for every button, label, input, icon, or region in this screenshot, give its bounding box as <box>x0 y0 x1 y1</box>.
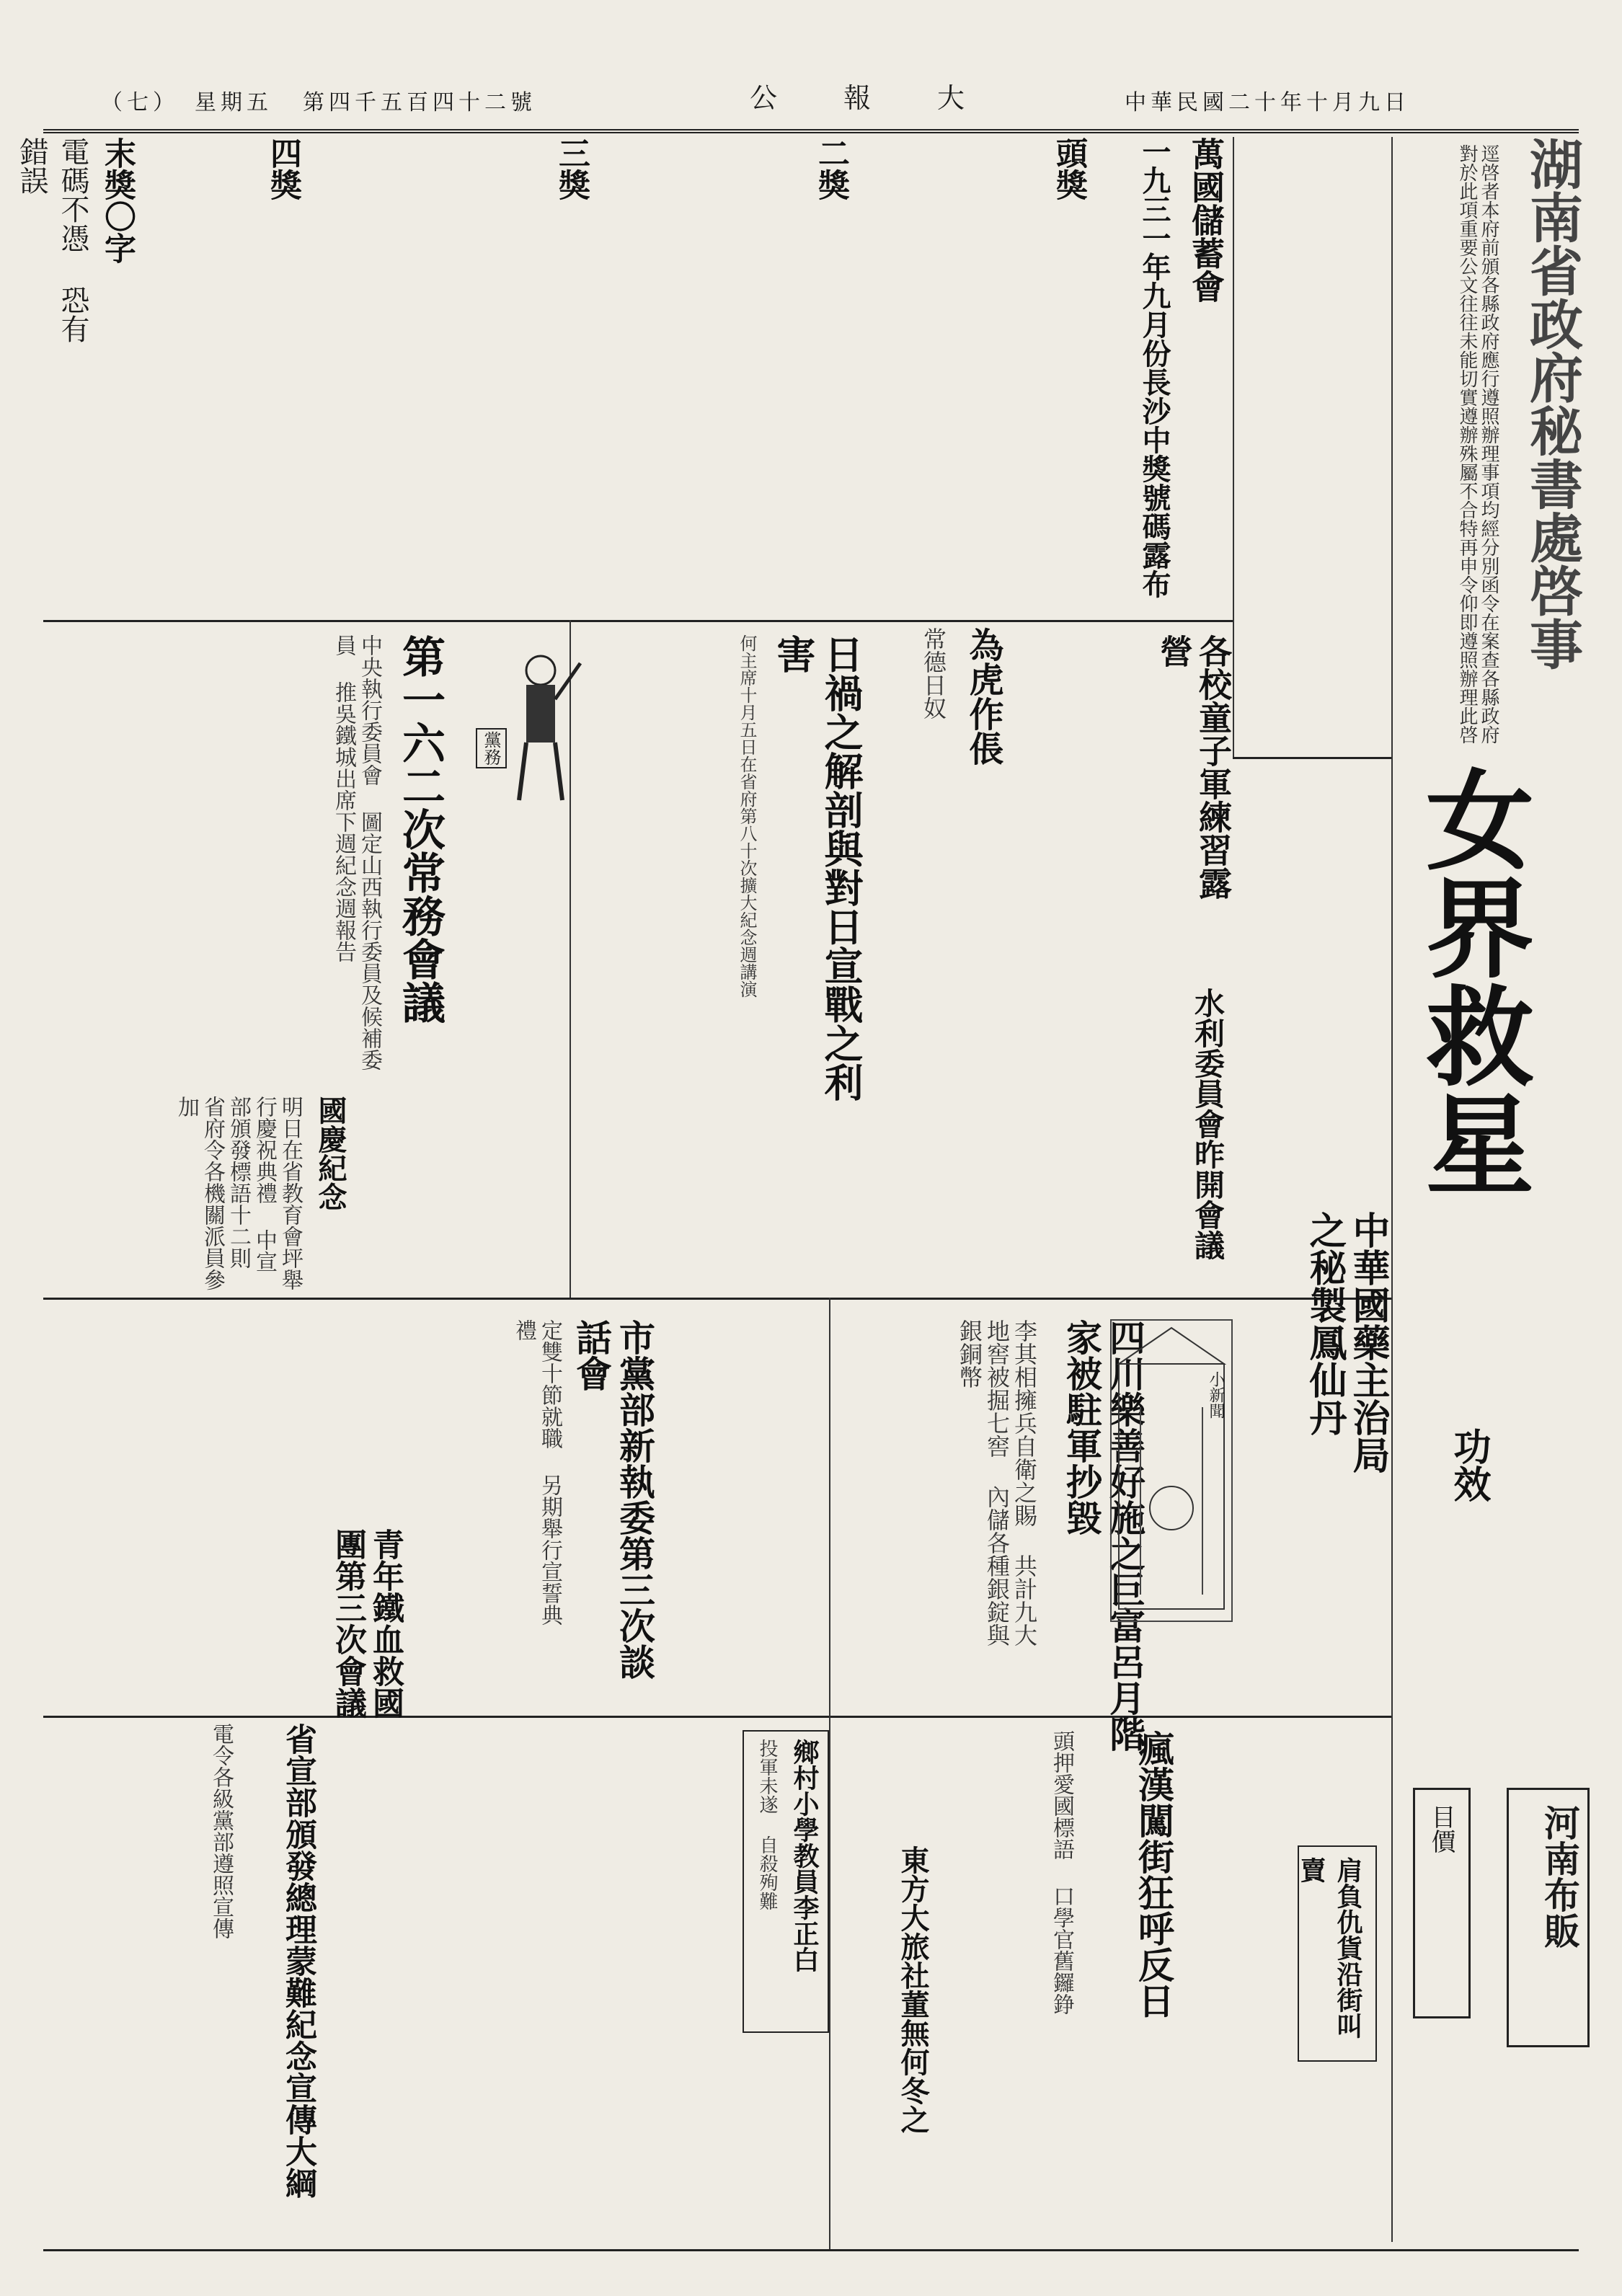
article-box <box>1298 1845 1377 2062</box>
column-rule <box>829 1298 830 2249</box>
masthead-issue: 第四千五百四十二號 <box>303 90 536 115</box>
advert-box-price-label: 目價 <box>1427 1804 1455 1853</box>
masthead-title-right: 大 <box>937 82 970 114</box>
masthead <box>43 68 1579 133</box>
party-emblem-illustration <box>481 642 584 815</box>
article-title: 肩負仇貨沿街叫賣 <box>1296 1857 1363 2039</box>
bottom-rule <box>43 2249 1579 2264</box>
article-subtitle: 何主席十月五日在省府第八十次擴大紀念週講演 <box>737 634 757 998</box>
advert-box-henan <box>1507 1788 1590 2047</box>
emblem-label: 黨務 <box>476 728 507 768</box>
column-rule <box>1233 137 1234 757</box>
notice-body: 逕啓者本府前頒各縣政府應行遵照辦理事項均經分別函令在案查各縣政府對於此項重要公文往往未能切實遵辦殊屬不合特再申令仰即遵照辦理此啓 <box>1456 144 1499 744</box>
article-subtitle: 明日在省教育會坪舉行慶祝典禮 中宣部頒發標語十二則 省府令各機關派員參加 <box>174 1096 303 1290</box>
article-subtitle: 頭押愛國標語 口學官舊鑼錚 <box>1049 1730 1074 2015</box>
article-title: 國慶紀念 <box>314 1096 347 1211</box>
article-title: 省宣部頒發總理蒙難紀念宣傳大綱 <box>280 1723 316 2199</box>
section-rule <box>43 620 1233 622</box>
lottery-prize1: 頭獎 <box>1050 137 1087 200</box>
article-title: 瘋漢闖街狂呼反日 <box>1133 1730 1175 2018</box>
article-title: 各校童子軍練習露營 <box>1155 634 1233 900</box>
article-subtitle: 中央執行委員會 圖定山西執行委員及候補委員 推吳鐵城出席下週紀念週報告 <box>331 634 382 1071</box>
advert-brand: 女界救星 <box>1407 764 1534 1197</box>
masthead-weekday: 星期五 <box>195 90 272 115</box>
section-rule <box>1233 757 1391 759</box>
advert-box-price <box>1413 1788 1471 2018</box>
section-rule <box>43 1298 1391 1300</box>
article-title: 市黨部新執委第三次談話會 <box>570 1319 656 1680</box>
article-subtitle: 投軍未遂 自殺殉難 <box>756 1739 778 1910</box>
advert-company: 中華國藥主治局 <box>1346 1211 1390 1473</box>
article-title: 青年鐵血救國團第三次會議 <box>329 1528 404 1719</box>
lottery-disclaimer: 電碼不憑 恐有錯誤 <box>15 137 89 343</box>
article-title: 為虎作倀 <box>963 627 1003 766</box>
article-title: 水利委員會昨開會議 <box>1190 988 1226 1260</box>
lottery-prize3: 三獎 <box>553 137 590 200</box>
masthead-date: 中華民國二十年十月九日 <box>1125 90 1410 115</box>
article-box <box>743 1730 829 2033</box>
article-title: 東方大旅社董無何冬之 <box>896 1845 930 2134</box>
lottery-prize2: 二獎 <box>812 137 849 200</box>
lottery-subtitle: 一九三一年九月份長沙中獎號碼露布 <box>1138 137 1171 598</box>
article-title: 日禍之解剖與對日宣戰之利害 <box>771 634 864 1102</box>
article-title: 四川樂善好施之巨富呂月階家被駐軍抄毀 <box>1060 1319 1146 1752</box>
advert-product: 之秘製鳳仙丹 <box>1303 1211 1347 1436</box>
column-rule <box>1391 137 1393 2242</box>
section-rule <box>43 1716 1391 1718</box>
masthead-title-mid: 報 <box>843 82 876 114</box>
notice-header: 湖南省政府秘書處啓事 <box>1521 137 1583 670</box>
lottery-consolation: 末獎〇字 <box>99 137 136 264</box>
advert-box-henan-label: 河南布販 <box>1538 1804 1581 1949</box>
lottery-title: 萬國儲蓄會 <box>1187 137 1226 303</box>
sketch-label: 小新聞 <box>1207 1371 1225 1419</box>
article-subtitle: 李其相擁兵自衛之賜 共計九大地窖被掘七窖 內儲各種銀錠與銀銅幣 <box>956 1319 1038 1646</box>
article-title: 鄉村小學教員李正白 <box>789 1739 820 1972</box>
article-subtitle: 常德日奴 <box>920 627 947 719</box>
article-title: 第一六二次常務會議 <box>395 634 446 1024</box>
article-subtitle: 電令各級黨部遵照宣傳 <box>208 1723 234 1939</box>
article-subtitle: 定雙十節就職 另期舉行宣誓典禮 <box>511 1319 562 1626</box>
masthead-title-left: 公 <box>750 82 782 114</box>
lottery-prize4: 四獎 <box>265 137 301 200</box>
advert-efficacy: 功效 <box>1447 1427 1491 1502</box>
news-sketch-illustration <box>1110 1319 1233 1622</box>
masthead-page: （七） <box>101 90 179 115</box>
